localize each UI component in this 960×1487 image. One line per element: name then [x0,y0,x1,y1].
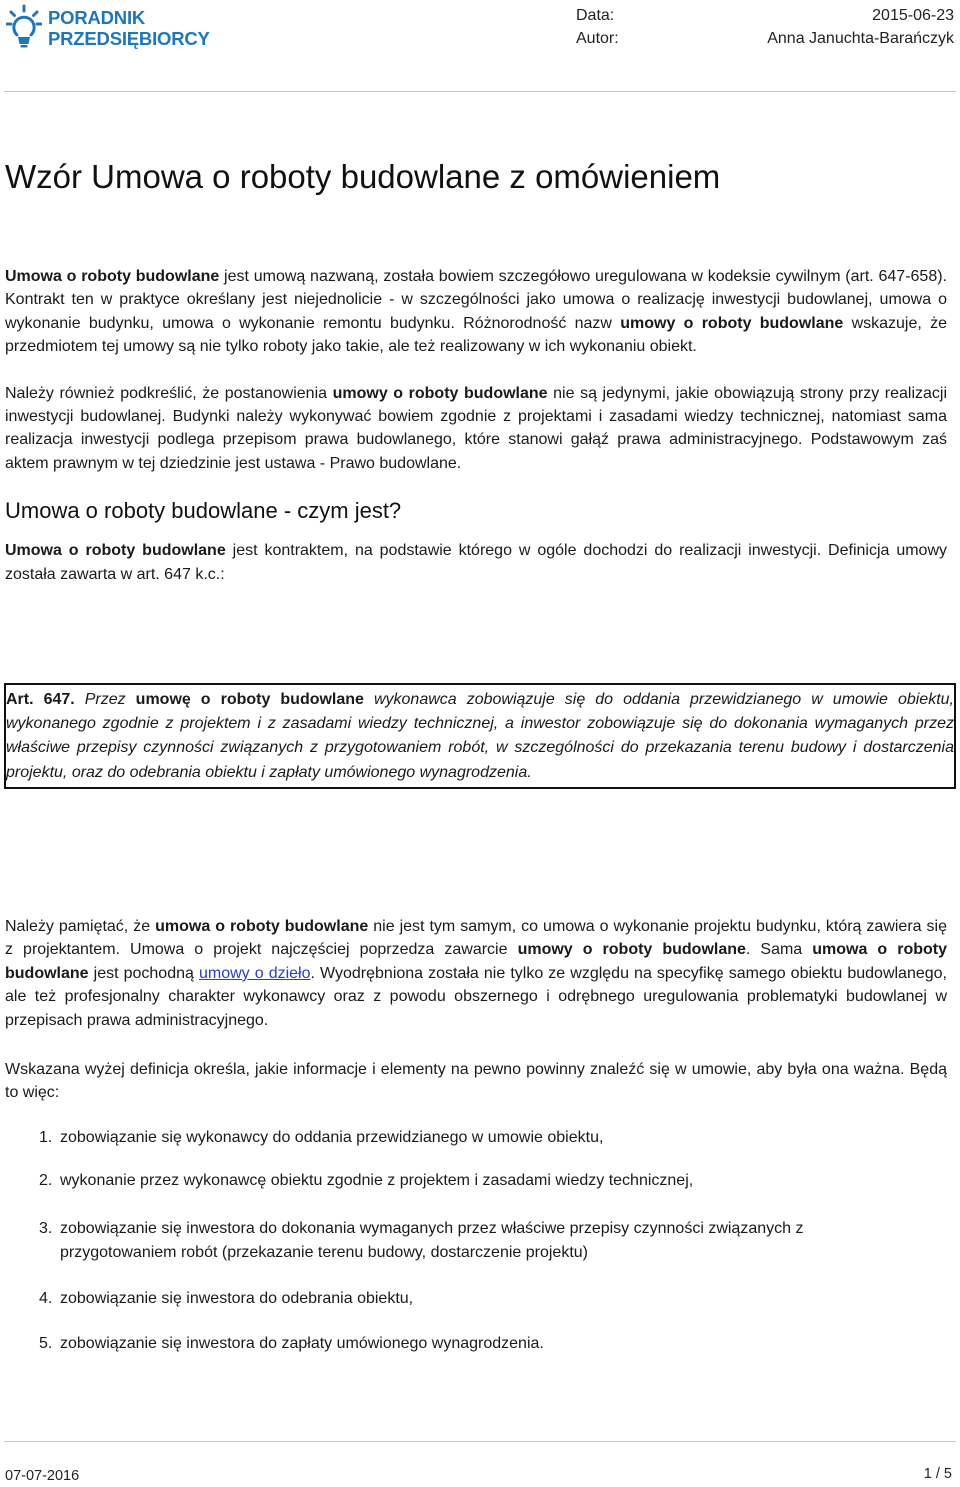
text-run: Należy pamiętać, że [5,918,156,935]
author-label: Autor: [576,30,619,47]
logo[interactable] [6,4,210,49]
list-item-text: zobowiązanie się wykonawcy do oddania przewidzianego w umowie obiektu, [60,1129,604,1146]
bold-term: umowa o roboty budowlane [155,918,369,935]
bold-term: umowę o roboty budowlane [135,691,364,708]
list-number: 5. [39,1335,53,1352]
text-run: jest kontraktem, na podstawie którego w ogóle dochodzi do realizacji inwestycji. Definicja umowy została zawarta w art. 647 k.c.: [5,542,947,583]
date-value: 2015-06-23 [872,7,954,24]
page-title: Wzór Umowa o roboty budowlane z omówieniem [5,158,721,195]
bold-term: umowy o roboty budowlane [332,384,548,402]
list-item [39,1332,949,1356]
list-item-text: zobowiązanie się inwestora do odebrania obiektu, [60,1290,414,1307]
article-continued [5,915,947,1105]
paragraph-4: Wskazana wyżej definicja określa, jakie informacje i elementy na pewno powinny znaleźć się w umowie, aby była ona ważna. Będą to więc: [5,1061,947,1102]
section-heading: Umowa o roboty budowlane - czym jest? [5,498,402,524]
list-item [39,1217,949,1264]
logo-line-1: PORADNIK [48,7,146,28]
page-header [0,0,960,92]
text-run: nie są jedynymi, jakie obowiązują strony przy realizacji inwestycji budowlanej. Budynki należy wykonywać bowiem zgodnie z projektami i zasadami wiedzy technicznej, natomiast sama realizacja inwestycji podlega przepisom prawa budowlanego, które stanowi gałąź prawa administracyjnego. Podstawowym zaś aktem prawnym w tej dziedzinie jest ustawa - Prawo budowlane. [5,384,948,472]
bold-term: umowa o roboty budowlane [5,941,948,982]
definition-paragraph [5,539,947,586]
logo-wordmark [48,7,210,49]
text-run: nie jest tym samym, co umowa o wykonanie projektu budynku, którą zawiera się z projektantem. Umowa o projekt najczęściej poprzedza zawarcie [5,918,947,959]
bold-term: Umowa o roboty budowlane [5,268,220,285]
list-number: 3. [39,1220,53,1237]
intro-paragraph-2 [5,382,947,476]
list-item-text: zobowiązanie się inwestora do dokonania wymaganych przez właściwe przepisy czynności związanych z [60,1220,804,1237]
paragraph-3 [5,915,947,1032]
list-item [39,1126,949,1150]
text-run: wskazuje, że przedmiotem tej umowy są nie tylko roboty jako takie, ale też realizowany w ich wykonaniu obiekt. [5,314,947,356]
list-number: 2. [39,1172,53,1189]
author-value: Anna Januchta-Barańczyk [767,30,954,47]
lightbulb-icon [6,4,42,48]
list-item [39,1287,949,1311]
text-run: jest umową nazwaną, została bowiem szczegółowo uregulowana w kodeksie cywilnym (art. 647-658). Kontrakt ten w praktyce określany jest niejednolicie - w szczególności jako umowa o realizację inwestycji budowlanej, umowa o wykonanie budynku, umowa o wykonanie remontu budynku. Różnorodność nazw [5,268,947,332]
text-run: jest pochodną [88,964,199,982]
bold-term: Umowa o roboty budowlane [5,542,226,560]
meta-labels [576,4,619,50]
list-item [39,1169,949,1193]
text-run: Należy również podkreślić, że postanowienia [5,384,333,402]
text-run: Przez [74,691,136,708]
date-label: Data: [576,7,615,24]
bold-term: umowy o roboty budowlane [620,314,844,332]
list-number: 4. [39,1290,53,1307]
list-number: 1. [39,1129,53,1146]
page-number: 1 / 5 [923,1466,952,1482]
bold-term: umowy o roboty budowlane [517,941,746,959]
article-number: Art. 647. [6,691,75,708]
article [5,152,947,586]
footer-date: 07-07-2016 [5,1468,80,1484]
umowa-o-dzielo-link[interactable]: umowy o dzieło [198,964,311,982]
header-divider [4,91,956,92]
list-item-text: zobowiązanie się inwestora do zapłaty umówionego wynagrodzenia. [60,1335,544,1352]
footer-divider [4,1441,956,1442]
list-item-text: przygotowaniem robót (przekazanie terenu budowy, dostarczenie projektu) [60,1243,588,1261]
meta-values [767,4,954,50]
text-run: wykonawca zobowiązuje się do oddania przewidzianego w umowie obiektu, wykonanego zgodnie z projektem i z zasadami wiedzy technicznej, a inwestor zobowiązuje się do dokonania wymaganych przez właściwe przepisy czynności związanych z przygotowaniem robót, w szczególności do przekazania terenu budowy i dostarczenia projektu, oraz do odebrania obiektu i zapłaty umówionego wynagrodzenia. [6,691,954,781]
text-run: . Sama [745,941,813,959]
logo-line-2: PRZEDSIĘBIORCY [48,28,210,49]
text-run: . Wyodrębniona została nie tylko ze względu na specyfikę samego obiektu budowlanego, ale też profesjonalny charakter wykonawcy oraz z powodu obszernego i odrębnego uregulowania problematyki budowlanej w przepisach prawa administracyjnego. [5,964,947,1029]
list-item-text: wykonanie przez wykonawcę obiektu zgodnie z projektem i zasadami wiedzy technicznej, [60,1172,694,1189]
intro-paragraph-1 [5,265,947,359]
legal-quote-box [4,683,956,789]
